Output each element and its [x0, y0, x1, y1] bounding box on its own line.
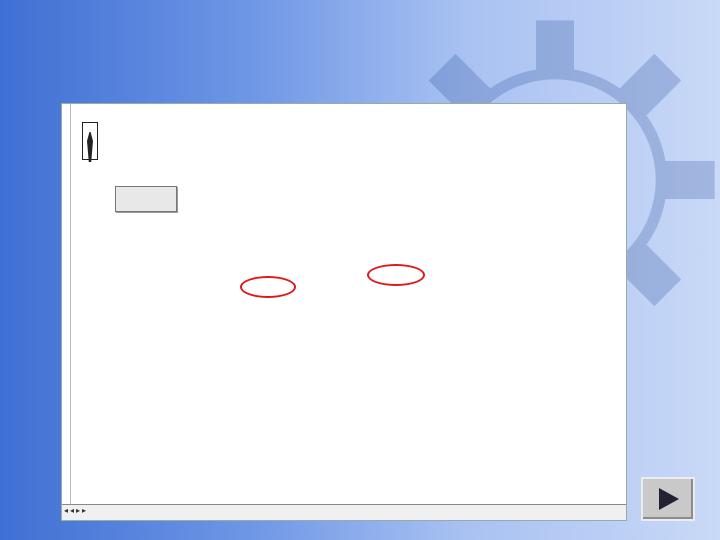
sheet-tab-bar: [62, 504, 626, 521]
spreadsheet-screenshot: [61, 103, 627, 521]
osba-logo: [82, 116, 162, 174]
model-menu-button[interactable]: [115, 186, 177, 212]
tab-scroll-arrows-icon[interactable]: ◂◂▸▸: [64, 506, 89, 515]
highlight-circle-year1-cap: [367, 264, 425, 286]
highlight-circle-base-cap: [240, 276, 296, 298]
logo-mark-icon: [82, 122, 98, 160]
play-icon: [659, 488, 679, 510]
sheet-grid: [70, 104, 626, 504]
next-slide-button[interactable]: [641, 477, 695, 521]
